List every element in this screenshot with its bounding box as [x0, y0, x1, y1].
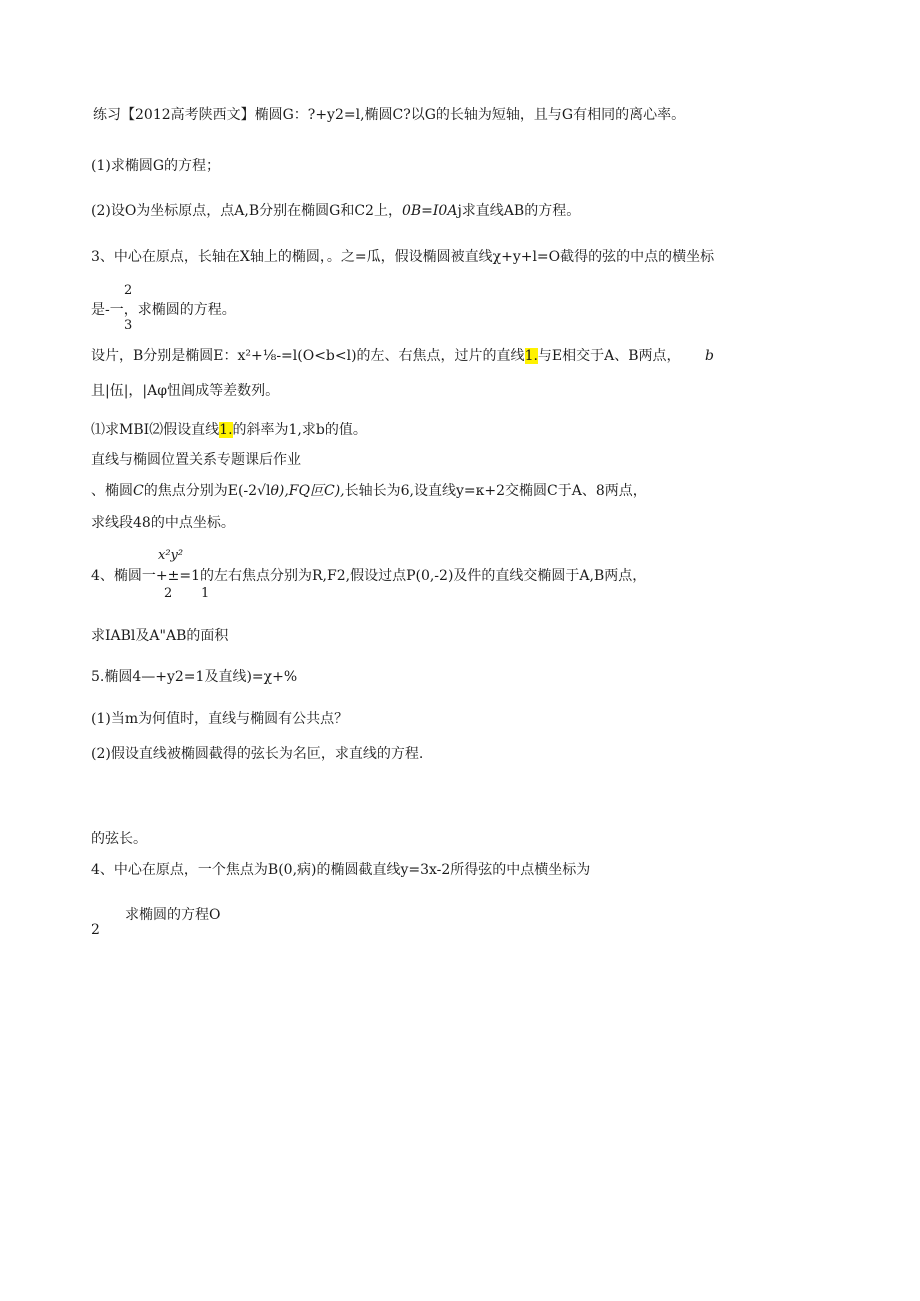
fraction-numerator: 2 — [124, 283, 133, 298]
fraction-denominator-2: 2 — [91, 922, 100, 938]
problem-ellipse-e-text-a: 设片，B分别是椭圆E：x²+⅛-=l(O<b<l)的左、右焦点，过片的直线 — [91, 348, 525, 364]
formula-numerator: x²y² — [158, 548, 184, 563]
question-1-2-text-a: (2)设O为坐标原点，点A,B分别在椭圆G和C2上， — [91, 203, 402, 219]
problem-3-continued: 是-一，求椭圆的方程。 — [91, 302, 236, 318]
homework-problem-1-question: 求线段48的中点坐标。 — [91, 515, 235, 531]
question-1-2-formula: 0B=I0A — [401, 203, 458, 219]
problem-5-question-1: (1)当m为何值时，直线与椭圆有公共点？ — [91, 711, 349, 727]
formula-denominator-1: 2 — [164, 586, 173, 601]
exercise-intro-line: 练习【2012高考陕西文】椭圆G：?+y2=l,椭圆C?以G的长轴为短轴，且与G有相同的离心率。 — [93, 107, 686, 123]
formula-denominator-2: 1 — [201, 586, 210, 601]
question-slope-text-a: ⑴求MBI⑵假设直线 — [91, 422, 220, 438]
homework-problem-1-text-f: 长轴长为6,设直线y=κ+2交椭圆C于A、8两点， — [344, 483, 647, 499]
fraction-denominator: 3 — [124, 318, 133, 333]
arithmetic-sequence-line: 且|伍|，|Aφ忸阊成等差数列。 — [91, 383, 280, 399]
problem-4b-line: 4、中心在原点，一个焦点为B(0,病)的椭圆截直线y=3x-2所得弦的中点横坐标为 — [91, 862, 591, 878]
question-slope-line — [91, 421, 367, 439]
highlighted-line-l: 1. — [524, 348, 538, 364]
question-1-1: (1)求椭圆G的方程； — [91, 158, 221, 174]
problem-ellipse-e-line — [91, 347, 714, 365]
homework-problem-1-text-d: θ),FQ — [270, 483, 310, 499]
highlighted-line-l-2: 1. — [219, 422, 233, 438]
problem-3-line: 3、中心在原点，长轴在X轴上的椭圆，。之=瓜，假设椭圆被直线χ+y+l=O截得的弦的中点的横坐标 — [91, 249, 715, 265]
homework-heading: 直线与椭圆位置关系专题课后作业 — [91, 452, 301, 468]
problem-4-question: 求IABl及A"AB的面积 — [91, 628, 229, 644]
homework-problem-1 — [91, 482, 647, 500]
problem-5-question-2: (2)假设直线被椭圆截得的弦长为名叵，求直线的方程. — [91, 746, 424, 762]
homework-problem-1-text-e: 叵C), — [309, 483, 345, 499]
question-1-2-text-b: j求直线AB的方程。 — [457, 203, 581, 219]
problem-ellipse-e-b: b — [705, 348, 714, 364]
problem-ellipse-e-text-b: 与E相交于A、B两点， — [537, 348, 681, 364]
problem-4b-question: 求椭圆的方程O — [125, 907, 221, 923]
homework-problem-1-text-c: 的焦点分别为E(-2√l — [143, 483, 271, 499]
problem-4-line: 4、椭圆一+±=1的左右焦点分别为R,F2,假设过点P(0,-2)及件的直线交椭圆于A,B两点， — [91, 568, 647, 584]
homework-problem-1-text-a: 、椭圆 — [91, 483, 133, 499]
question-slope-text-b: 的斜率为1,求b的值。 — [232, 422, 367, 438]
problem-5-line: 5.椭圆4—+y2=1及直线)=χ+% — [91, 669, 298, 685]
question-1-2 — [91, 202, 580, 220]
chord-length-line: 的弦长。 — [91, 831, 147, 847]
homework-problem-1-c: C — [133, 483, 144, 499]
